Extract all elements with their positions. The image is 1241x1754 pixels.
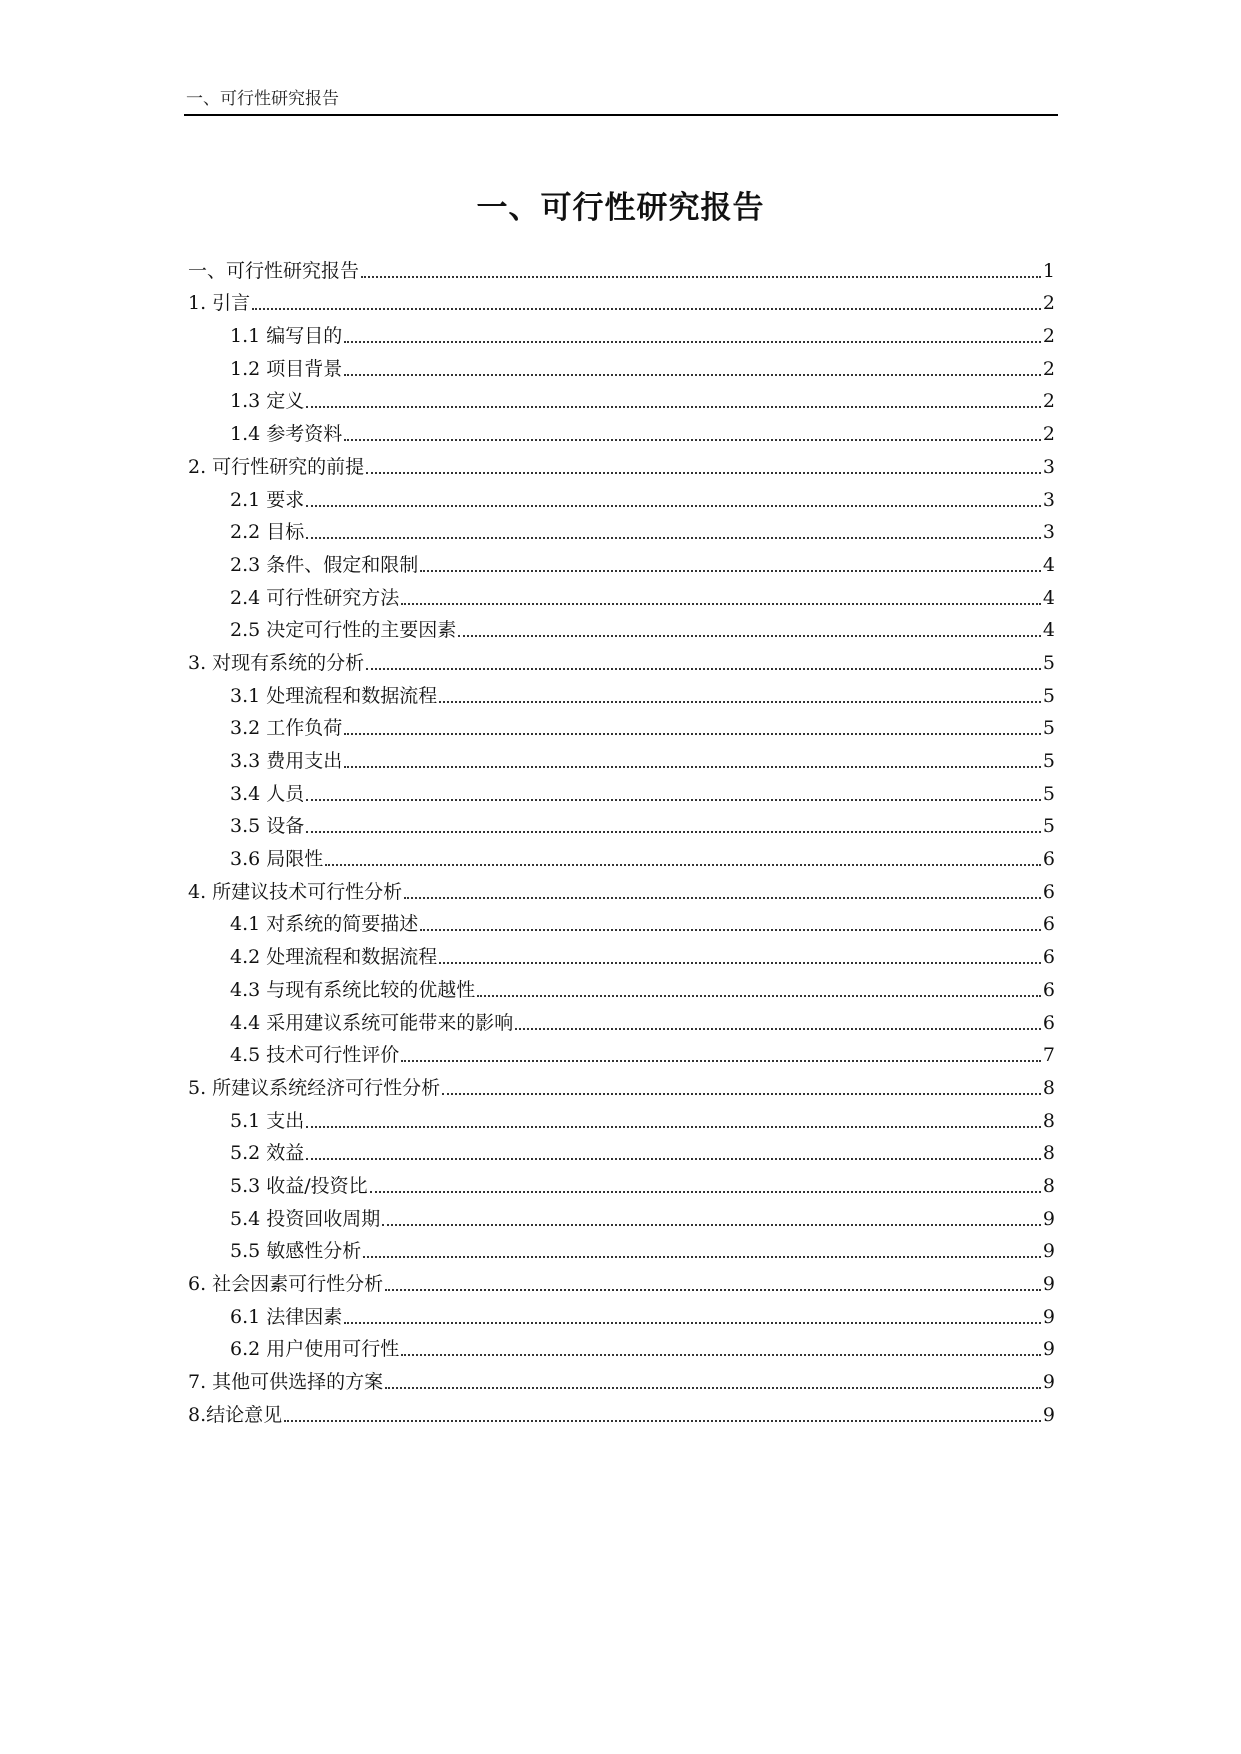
table-of-contents [188,250,1055,1427]
toc-dot-leader [306,799,1041,801]
toc-entry-label: 7. 其他可供选择的方案 [188,1371,384,1394]
toc-entry[interactable] [188,806,1055,839]
toc-dot-leader [344,439,1041,441]
toc-dot-leader [306,1158,1041,1160]
toc-dot-leader [477,995,1041,997]
toc-dot-leader [439,701,1041,703]
toc-entry[interactable] [188,1329,1055,1362]
toc-entry[interactable] [188,904,1055,937]
toc-entry-page-number: 5 [1042,684,1055,707]
toc-entry-page-number: 4 [1042,619,1055,642]
toc-entry[interactable] [188,1263,1055,1296]
toc-entry[interactable] [188,577,1055,610]
toc-entry[interactable] [188,708,1055,741]
toc-dot-leader [306,537,1041,539]
toc-entry-label: 8.结论意见 [188,1403,283,1426]
toc-entry-label: 3.1 处理流程和数据流程 [230,684,438,707]
toc-dot-leader [363,1256,1041,1258]
toc-entry[interactable] [188,446,1055,479]
toc-entry-label: 6. 社会因素可行性分析 [188,1273,384,1295]
toc-entry-page-number: 2 [1042,390,1055,413]
toc-entry[interactable] [188,250,1055,283]
toc-dot-leader [401,1354,1041,1356]
toc-entry-page-number: 9 [1042,1338,1055,1361]
toc-dot-leader [344,341,1041,343]
toc-dot-leader [442,1093,1041,1095]
toc-entry-page-number: 5 [1042,782,1055,805]
toc-entry-page-number: 8 [1042,1109,1055,1132]
toc-dot-leader [344,733,1041,735]
toc-entry[interactable] [188,348,1055,381]
toc-entry-page-number: 5 [1042,651,1055,674]
toc-entry-label: 3.4 人员 [230,782,305,805]
toc-entry[interactable] [188,381,1055,414]
toc-entry[interactable] [188,1394,1055,1427]
toc-entry-label: 1. 引言 [188,292,251,315]
toc-entry-page-number: 6 [1042,848,1055,871]
toc-entry-label: 3.6 局限性 [230,848,324,871]
toc-entry[interactable] [188,283,1055,316]
toc-entry-label: 5.1 支出 [230,1109,305,1132]
toc-dot-leader [252,308,1041,310]
toc-entry[interactable] [188,1067,1055,1100]
toc-entry-page-number: 5 [1042,717,1055,740]
toc-dot-leader [404,897,1041,899]
toc-dot-leader [439,962,1041,964]
toc-dot-leader [306,406,1041,408]
toc-entry-label: 5.4 投资回收周期 [230,1207,381,1230]
toc-entry-page-number: 4 [1042,586,1055,609]
toc-entry-label: 2.1 要求 [230,488,305,511]
toc-entry-page-number: 6 [1042,978,1055,1001]
toc-dot-leader [370,1191,1041,1193]
toc-entry-page-number: 5 [1042,815,1055,838]
toc-entry[interactable] [188,936,1055,969]
toc-entry[interactable] [188,838,1055,871]
toc-dot-leader [366,668,1041,670]
toc-dot-leader [458,635,1041,637]
toc-dot-leader [306,831,1041,833]
toc-entry[interactable] [188,1231,1055,1264]
toc-entry[interactable] [188,413,1055,446]
toc-entry-label: 4.2 处理流程和数据流程 [230,946,438,969]
toc-entry-label: 6.1 法律因素 [230,1305,343,1328]
toc-entry-label: 3. 对现有系统的分析 [188,651,365,674]
toc-entry-page-number: 4 [1042,553,1055,576]
toc-entry-page-number: 9 [1042,1403,1055,1426]
toc-entry[interactable] [188,610,1055,643]
toc-entry[interactable] [188,544,1055,577]
toc-entry-label: 4.3 与现有系统比较的优越性 [230,978,476,1001]
toc-entry-page-number: 9 [1042,1240,1055,1263]
toc-dot-leader [420,570,1041,572]
toc-entry-label: 1.1 编写目的 [230,325,343,348]
toc-dot-leader [385,1289,1041,1291]
toc-entry-page-number: 6 [1042,913,1055,936]
header-rule [184,114,1058,116]
toc-dot-leader [344,1322,1041,1324]
toc-entry-label: 2.4 可行性研究方法 [230,586,400,609]
toc-dot-leader [306,505,1041,507]
toc-entry-label: 4. 所建议技术可行性分析 [188,880,403,903]
toc-entry-page-number: 3 [1042,455,1055,478]
toc-entry-label: 1.2 项目背景 [230,357,343,380]
toc-dot-leader [361,276,1041,278]
toc-entry-page-number: 3 [1042,521,1055,544]
toc-entry-label: 1.3 定义 [230,390,305,413]
toc-entry[interactable] [188,315,1055,348]
toc-entry-label: 5. 所建议系统经济可行性分析 [188,1076,441,1099]
toc-entry-page-number: 1 [1042,259,1055,282]
toc-dot-leader [344,766,1041,768]
toc-entry-page-number: 6 [1042,1011,1055,1034]
toc-dot-leader [366,472,1041,474]
toc-entry[interactable] [188,871,1055,904]
toc-entry-label: 3.2 工作负荷 [230,717,343,740]
running-header: 一、可行性研究报告 [186,89,339,109]
toc-entry[interactable] [188,1100,1055,1133]
toc-dot-leader [385,1387,1041,1389]
toc-entry-label: 3.3 费用支出 [230,750,343,772]
toc-entry-label: 2.2 目标 [230,521,305,544]
toc-entry-label: 1.4 参考资料 [230,423,343,446]
toc-entry-label: 4.1 对系统的简要描述 [230,913,419,936]
toc-entry-label: 2.5 决定可行性的主要因素 [230,619,457,642]
toc-entry-label: 4.4 采用建议系统可能带来的影响 [230,1011,514,1034]
toc-entry-page-number: 5 [1042,750,1055,772]
toc-entry-label: 一、可行性研究报告 [188,259,360,282]
toc-entry[interactable] [188,740,1055,773]
toc-entry-label: 3.5 设备 [230,815,305,838]
toc-entry[interactable] [188,1361,1055,1394]
toc-entry-label: 6.2 用户使用可行性 [230,1338,400,1361]
toc-dot-leader [344,374,1041,376]
toc-entry-label: 2. 可行性研究的前提 [188,455,365,478]
toc-dot-leader [325,864,1041,866]
toc-entry-page-number: 9 [1042,1207,1055,1230]
toc-entry-page-number: 7 [1042,1044,1055,1067]
toc-entry[interactable] [188,1002,1055,1035]
toc-entry-page-number: 8 [1042,1142,1055,1165]
toc-dot-leader [306,1126,1041,1128]
toc-entry-label: 5.3 收益/投资比 [230,1174,368,1197]
toc-entry-page-number: 2 [1042,292,1055,315]
toc-dot-leader [515,1028,1041,1030]
toc-entry-page-number: 2 [1042,357,1055,380]
toc-entry-page-number: 6 [1042,946,1055,969]
toc-entry-label: 2.3 条件、假定和限制 [230,553,419,576]
toc-entry-page-number: 9 [1042,1273,1055,1295]
toc-entry[interactable] [188,512,1055,545]
toc-dot-leader [401,603,1041,605]
toc-entry[interactable] [188,773,1055,806]
toc-entry[interactable] [188,675,1055,708]
toc-entry[interactable] [188,642,1055,675]
toc-entry-page-number: 3 [1042,488,1055,511]
toc-entry-page-number: 8 [1042,1174,1055,1197]
page-title: 一、可行性研究报告 [476,190,765,226]
toc-entry[interactable] [188,1198,1055,1231]
toc-entry-label: 4.5 技术可行性评价 [230,1044,400,1067]
toc-dot-leader [420,929,1041,931]
toc-dot-leader [284,1420,1041,1422]
toc-entry-page-number: 6 [1042,880,1055,903]
toc-dot-leader [401,1060,1041,1062]
toc-entry-page-number: 8 [1042,1076,1055,1099]
toc-entry[interactable] [188,1296,1055,1329]
toc-entry-label: 5.5 敏感性分析 [230,1240,362,1263]
toc-entry[interactable] [188,479,1055,512]
toc-entry-label: 5.2 效益 [230,1142,305,1165]
toc-entry-page-number: 9 [1042,1371,1055,1394]
toc-entry[interactable] [188,969,1055,1002]
toc-entry[interactable] [188,1133,1055,1166]
toc-entry-page-number: 2 [1042,325,1055,348]
toc-entry-page-number: 2 [1042,423,1055,446]
toc-dot-leader [382,1224,1041,1226]
toc-entry[interactable] [188,1165,1055,1198]
toc-entry[interactable] [188,1035,1055,1068]
toc-entry-page-number: 9 [1042,1305,1055,1328]
